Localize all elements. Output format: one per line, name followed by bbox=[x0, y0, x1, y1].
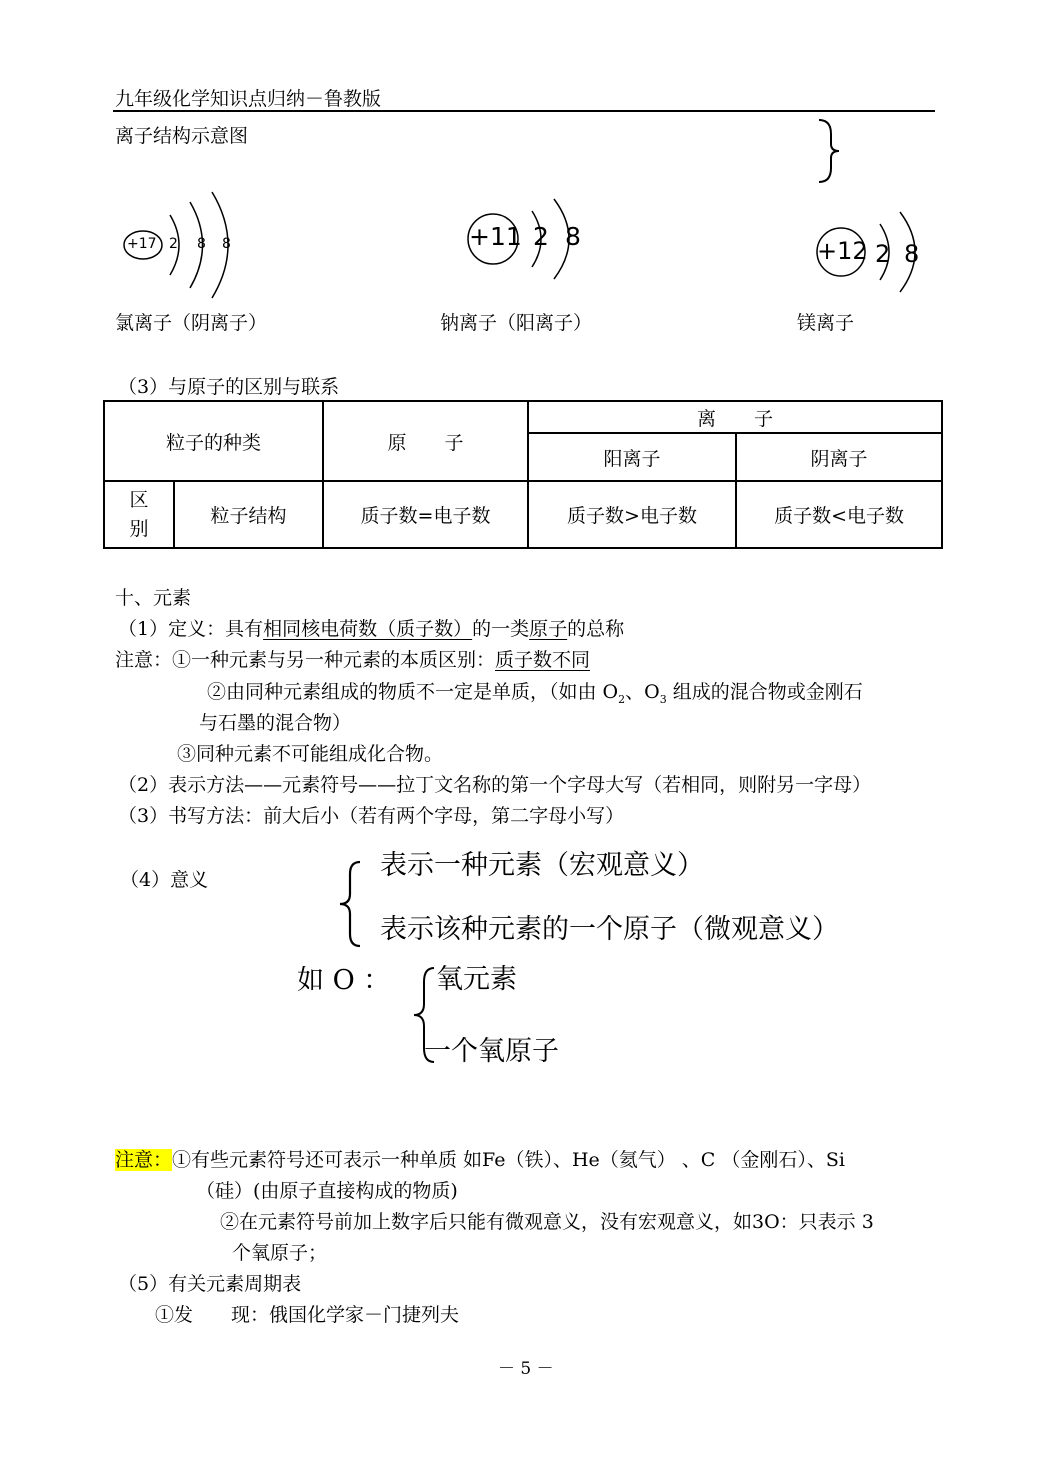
symbol-note-2: ②在元素符号前加上数字后只能有微观意义，没有宏观意义，如3O：只表示 3 bbox=[220, 1211, 874, 1233]
left-brace-icon bbox=[336, 860, 366, 950]
element-representation: （2）表示方法——元素符号——拉丁文名称的第一个字母大写（若相同，则附另一字母） bbox=[118, 774, 872, 796]
note-2-sub-1: 2 bbox=[618, 692, 626, 706]
header-rule bbox=[113, 110, 935, 112]
header-atom: 原 子 bbox=[323, 401, 528, 481]
ion-section-title: 离子结构示意图 bbox=[115, 125, 249, 147]
definition-suffix: 的总称 bbox=[567, 618, 625, 640]
row-difference-char: 别 bbox=[129, 517, 149, 540]
meaning-label: （4）意义 bbox=[120, 869, 209, 891]
shell-electrons: 8 bbox=[222, 236, 231, 252]
note-1-prefix: 注意：①一种元素与另一种元素的本质区别： bbox=[115, 649, 496, 671]
shell-electrons: 2 bbox=[875, 240, 891, 268]
element-writing: （3）书写方法：前大后小（若有两个字母，第二字母小写） bbox=[118, 805, 625, 827]
header-cation: 阳离子 bbox=[528, 433, 736, 481]
symbol-note-2-line2: 个氧原子； bbox=[232, 1242, 328, 1264]
symbol-note-1-text: ①有些元素符号还可表示一种单质 如Fe（铁）、He（氦气） 、C （金刚石）、Si bbox=[172, 1149, 845, 1171]
example-atom: 一个氧原子 bbox=[424, 1036, 559, 1067]
example-label: 如 O ： bbox=[297, 965, 391, 996]
example-element: 氧元素 bbox=[436, 964, 517, 995]
shell-electrons: 8 bbox=[565, 222, 581, 251]
element-note-3: ③同种元素不可能组成化合物。 bbox=[177, 743, 444, 765]
right-brace-icon bbox=[815, 118, 845, 184]
row-structure-label: 粒子结构 bbox=[174, 481, 323, 548]
definition-underline-1: 相同核电荷数（质子数） bbox=[263, 618, 473, 640]
shell-electrons: 2 bbox=[169, 236, 178, 252]
symbol-note-1 bbox=[115, 1149, 845, 1172]
row-difference-label bbox=[104, 481, 174, 548]
shell-electrons: 8 bbox=[904, 240, 920, 268]
note-2-part-c: 组成的混合物或金刚石 bbox=[666, 681, 863, 703]
element-note-2 bbox=[207, 681, 863, 706]
cation-structure-value: 质子数>电子数 bbox=[528, 481, 736, 548]
diagram-caption: 钠离子（阳离子） bbox=[440, 312, 593, 334]
definition-mid: 的一类 bbox=[472, 618, 530, 640]
diagram-caption: 镁离子 bbox=[797, 312, 855, 334]
compare-heading: （3）与原子的区别与联系 bbox=[118, 376, 340, 398]
element-definition bbox=[118, 618, 624, 641]
note-1-underline: 质子数不同 bbox=[495, 649, 591, 671]
note-2-part-b: 、O bbox=[625, 681, 660, 703]
note-2-sub-2: 3 bbox=[659, 692, 667, 706]
meaning-micro: 表示该种元素的一个原子（微观意义） bbox=[380, 914, 839, 945]
nucleus-charge: +17 bbox=[127, 236, 157, 252]
periodic-heading: （5）有关元素周期表 bbox=[118, 1273, 302, 1295]
header-anion: 阴离子 bbox=[736, 433, 942, 481]
diagram-caption: 氯离子（阴离子） bbox=[115, 312, 268, 334]
shell-electrons: 8 bbox=[197, 236, 206, 252]
note-highlight-label: 注意： bbox=[115, 1149, 173, 1171]
page-number: － 5 － bbox=[498, 1359, 554, 1379]
element-note-2-line2: 与石墨的混合物） bbox=[199, 712, 352, 734]
element-note-1 bbox=[115, 649, 590, 672]
definition-underline-2: 原子 bbox=[529, 618, 568, 640]
row-difference-char: 区 bbox=[129, 489, 149, 511]
header-title: 九年级化学知识点归纳－鲁教版 bbox=[115, 88, 382, 110]
element-section-title: 十、元素 bbox=[115, 587, 192, 609]
periodic-discovery: ①发 现：俄国化学家－门捷列夫 bbox=[155, 1304, 460, 1326]
nucleus-charge: +11 bbox=[469, 222, 522, 251]
note-2-part-a: ②由同种元素组成的物质不一定是单质，（如由 O bbox=[207, 681, 619, 703]
atom-ion-compare-table bbox=[103, 400, 943, 549]
anion-structure-value: 质子数<电子数 bbox=[736, 481, 942, 548]
symbol-note-1-line2: （硅）(由原子直接构成的物质) bbox=[196, 1180, 458, 1202]
header-ion: 离 子 bbox=[528, 401, 942, 433]
definition-prefix: （1）定义：具有 bbox=[118, 618, 264, 640]
meaning-macro: 表示一种元素（宏观意义） bbox=[380, 850, 704, 881]
header-particle-kind: 粒子的种类 bbox=[104, 401, 323, 481]
shell-electrons: 2 bbox=[533, 222, 549, 251]
atom-structure-value: 质子数=电子数 bbox=[323, 481, 528, 548]
nucleus-charge: +12 bbox=[817, 237, 868, 265]
